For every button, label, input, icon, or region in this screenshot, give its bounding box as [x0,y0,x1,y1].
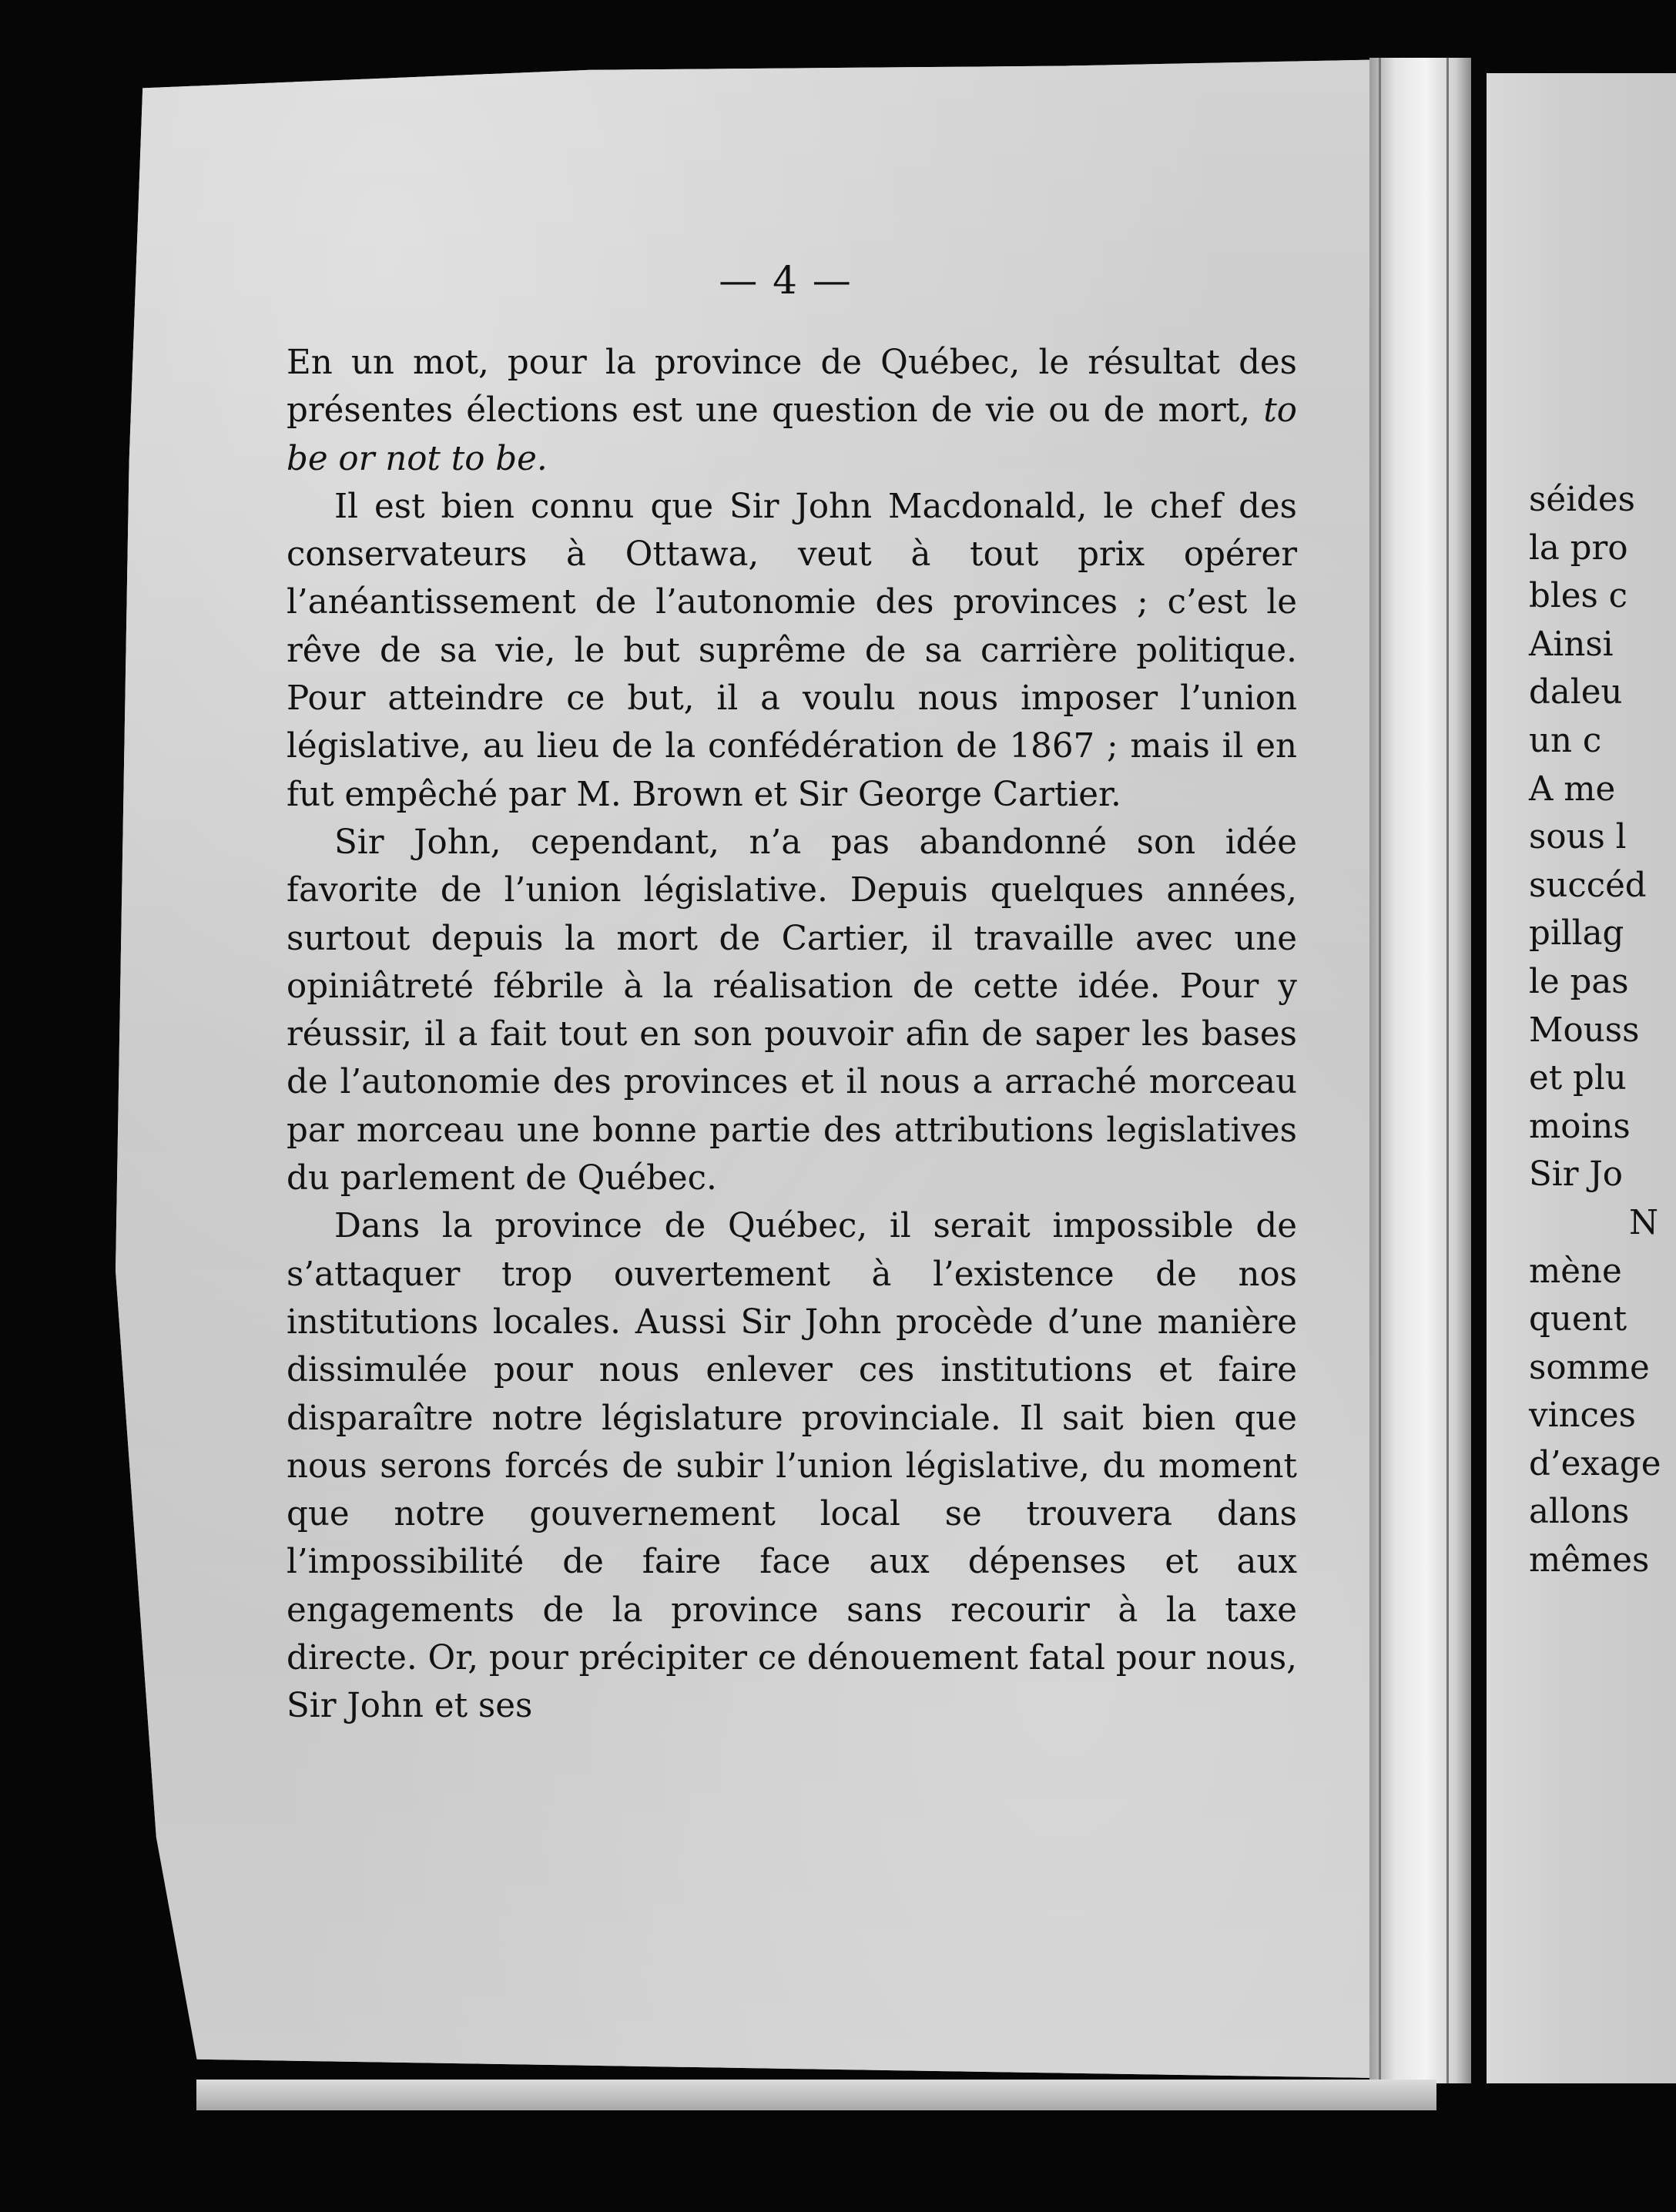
facing-line: quent [1529,1300,1627,1339]
paragraph-1-italic: to be or not to be. [287,391,1297,478]
facing-line: vinces [1529,1396,1636,1436]
facing-line: Sir Jo [1529,1155,1623,1195]
spine-edge [1379,58,1381,2083]
facing-line: moins [1529,1107,1631,1146]
page-number: — 4 — [719,258,853,303]
facing-line: séides [1529,481,1635,519]
facing-line: et plu [1529,1059,1627,1098]
facing-line: succéd [1529,866,1647,905]
facing-line: somme [1529,1348,1650,1387]
facing-line: mène [1529,1252,1622,1291]
facing-line: Ainsi [1529,625,1614,664]
facing-line: A me [1529,769,1616,809]
facing-line: bles c [1529,577,1628,616]
facing-page-text [1529,476,1676,1585]
facing-line: allons [1529,1493,1630,1532]
page-bottom-edge [196,2080,1436,2110]
facing-line: mêmes [1529,1541,1650,1580]
facing-line: N [1629,1203,1659,1242]
paragraph-1-text: En un mot, pour la province de Québec, le résultat des présentes élections est une question de vie ou de mort, [287,344,1297,431]
facing-line: le pas [1529,962,1629,1001]
page-body [287,339,1297,1731]
facing-line: un c [1529,721,1602,760]
spine-edge [1446,58,1449,2083]
facing-line: pillag [1529,914,1624,954]
paragraph-4: Dans la province de Québec, il serait impossible de s’attaquer trop ouvertement à l’existence de nos institutions locales. Aussi Sir John procède d’une manière dissimulée pour nous enlever ces institutions et faire disparaître notre législature provinciale. Il sait bien que nous serons forcés de subir l’union législative, du moment que notre gouvernement local se trouvera dans l’impossibilité de faire face aux dépenses et aux engagements de la province sans recourir à la taxe directe. Or, pour précipiter ce dénouement fatal pour nous, Sir John et ses [287,1207,1297,1726]
paragraph-1 [287,339,1297,483]
facing-line: d’exage [1529,1444,1661,1483]
facing-line: sous l [1529,818,1627,857]
page-spine [1369,58,1471,2083]
facing-line: Mouss [1529,1010,1640,1050]
paragraph-3: Sir John, cependant, n’a pas abandonné son idée favorite de l’union législative. Depuis quelques années, surtout depuis la mort de Cartier, il travaille avec une opiniâtreté fébrile à la réalisation de cette idée. Pour y réussir, il a fait tout en son pouvoir afin de saper les bases de l’autonomie des provinces et il nous a arraché morceau par morceau une bonne partie des attributions legislatives du parlement de Québec. [287,823,1297,1198]
facing-line: la pro [1529,528,1628,568]
paragraph-2: Il est bien connu que Sir John Macdonald, le chef des conservateurs à Ottawa, veut à tout prix opérer l’anéantissement de l’autonomie des provinces ; c’est le rêve de sa vie, le but suprême de sa carrière politique. Pour atteindre ce but, il a voulu nous imposer l’union législative, au lieu de la confédération de 1867 ; mais il en fut empêché par M. Brown et Sir George Cartier. [287,487,1297,814]
facing-line: daleu [1529,673,1623,712]
